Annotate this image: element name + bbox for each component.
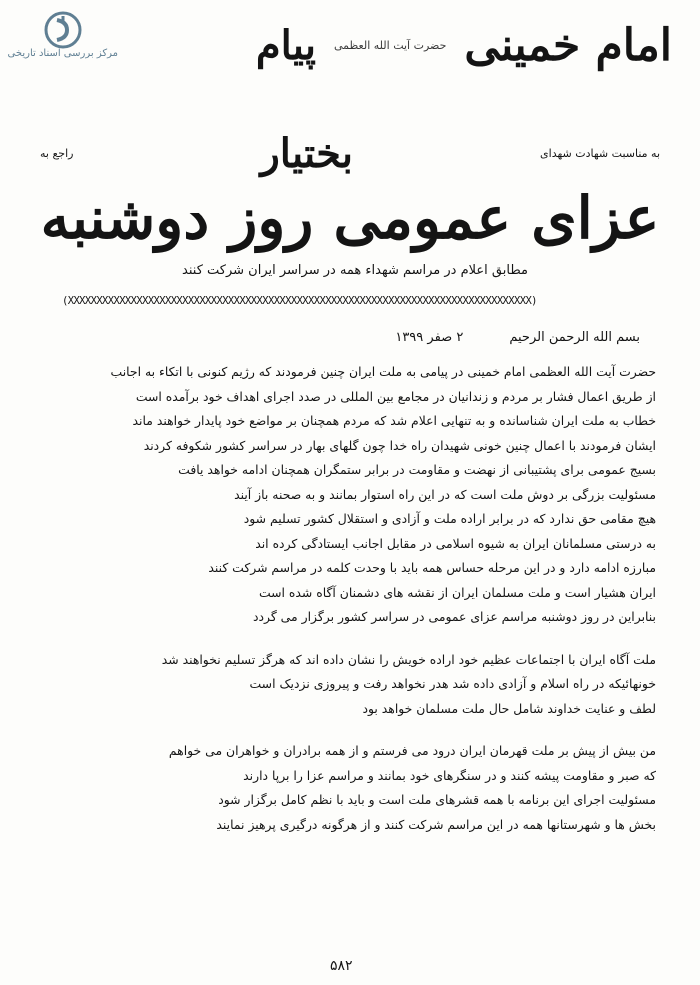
row2-name: بختیار xyxy=(260,129,354,177)
body-line: بسیج عمومی برای پشتیبانی از نهضت و مقاومت در برابر ستمگران همچنان ادامه خواهد یافت xyxy=(178,462,656,477)
body-line: مبارزه ادامه دارد و در این مرحله حساس همه باید با وحدت کلمه در مراسم شرکت کنند xyxy=(208,560,656,575)
row2-caption-left: راجع به xyxy=(40,146,74,160)
body-line: من بیش از پیش بر ملت قهرمان ایران درود می فرستم و از همه برادران و خواهران می خواهم xyxy=(168,743,656,758)
divider-line: (XXXXXXXXXXXXXXXXXXXXXXXXXXXXXXXXXXXXXXXXXXXXXXXXXXXXXXXXXXXXXXXXXXXXXXXXXXXXXXXXX) xyxy=(62,295,537,307)
body-line: لطف و عنایت خداوند شامل حال ملت مسلمان خواهد بود xyxy=(362,700,656,716)
body-line: ایران هشیار است و ملت مسلمان ایران از نقشه های دشمنان آگاه شده است xyxy=(258,584,656,600)
banner-title-right: امام خمینی xyxy=(464,19,672,71)
header-row-2 xyxy=(40,128,660,178)
paragraph-gap xyxy=(50,630,656,648)
body-line: که صبر و مقاومت پیشه کنند و در سنگرهای خود بمانند و مراسم عزا را برپا دارند xyxy=(243,767,656,783)
document-date: ۲ صفر ۱۳۹۹ xyxy=(395,329,464,345)
headline: عزای عمومی روز دوشنبه xyxy=(40,184,660,252)
banner-subtitle: حضرت آیت الله العظمی xyxy=(333,38,447,52)
body-line: ملت آگاه ایران با اجتماعات عظیم خود اراده خویش را نشان داده اند که هرگز تسلیم نخواهند شد xyxy=(161,651,656,667)
banner-title-left: پیام xyxy=(255,21,316,69)
body-line: از طریق اعمال فشار بر مردم و زندانیان در مجامع بین المللی در صدد اجرای اهداف خود برآمده است xyxy=(135,388,656,404)
body-line: بخش ها و شهرستانها همه در این مراسم شرکت کنند و از هرگونه درگیری پرهیز نمایند xyxy=(216,816,656,832)
body-line: حضرت آیت الله العظمی امام خمینی در پیامی به ملت ایران چنین فرمودند که رژیم کنونی با اتکاء به اجانب xyxy=(110,364,656,379)
body-line: مسئولیت بزرگی بر دوش ملت است که در این راه استوار بمانند و به صحنه باز آیند xyxy=(234,486,656,502)
bismillah: بسم الله الرحمن الرحیم xyxy=(509,329,640,345)
dateline xyxy=(150,322,640,352)
body-line: خونهائیکه در راه اسلام و آزادی داده شد هدر نخواهد رفت و پیروزی نزدیک است xyxy=(249,676,656,691)
watermark-caption: مرکز بررسی اسناد تاریخی xyxy=(7,48,118,59)
body-line: خطاب به ملت ایران شناسانده و به تنهایی اعلام شد که مردم همچنان بر مواضع خود پایدار خواهند ماند xyxy=(132,413,656,428)
body-line: هیچ مقامی حق ندارد که در برابر اراده ملت و آزادی و استقلال کشور تسلیم شود xyxy=(243,511,656,526)
body-line: مسئولیت اجرای این برنامه با همه قشرهای ملت است و باید با نظم کامل برگزار شود xyxy=(218,792,656,807)
paragraph-gap xyxy=(50,721,656,739)
header-banner xyxy=(120,14,672,76)
body-line: ایشان فرمودند با اعمال چنین خونی شهیدان راه خدا چون گلهای بهار در سراسر کشور شکوفه کردند xyxy=(143,437,656,453)
archive-logo-icon xyxy=(43,10,83,50)
page-number: ۵۸۲ xyxy=(330,958,353,974)
document-body xyxy=(50,360,656,837)
body-line: به درستی مسلمانان ایران به شیوه اسلامی در مقابل اجانب ایستادگی کرده اند xyxy=(255,535,656,551)
body-line: بنابراین در روز دوشنبه مراسم عزای عمومی در سراسر کشور برگزار می گردد xyxy=(252,609,656,624)
row2-caption-right: به مناسبت شهادت شهدای xyxy=(540,146,660,160)
watermark-logo xyxy=(8,10,118,66)
subheadline: مطابق اعلام در مراسم شهداء همه در سراسر ایران شرکت کنند xyxy=(182,263,528,278)
